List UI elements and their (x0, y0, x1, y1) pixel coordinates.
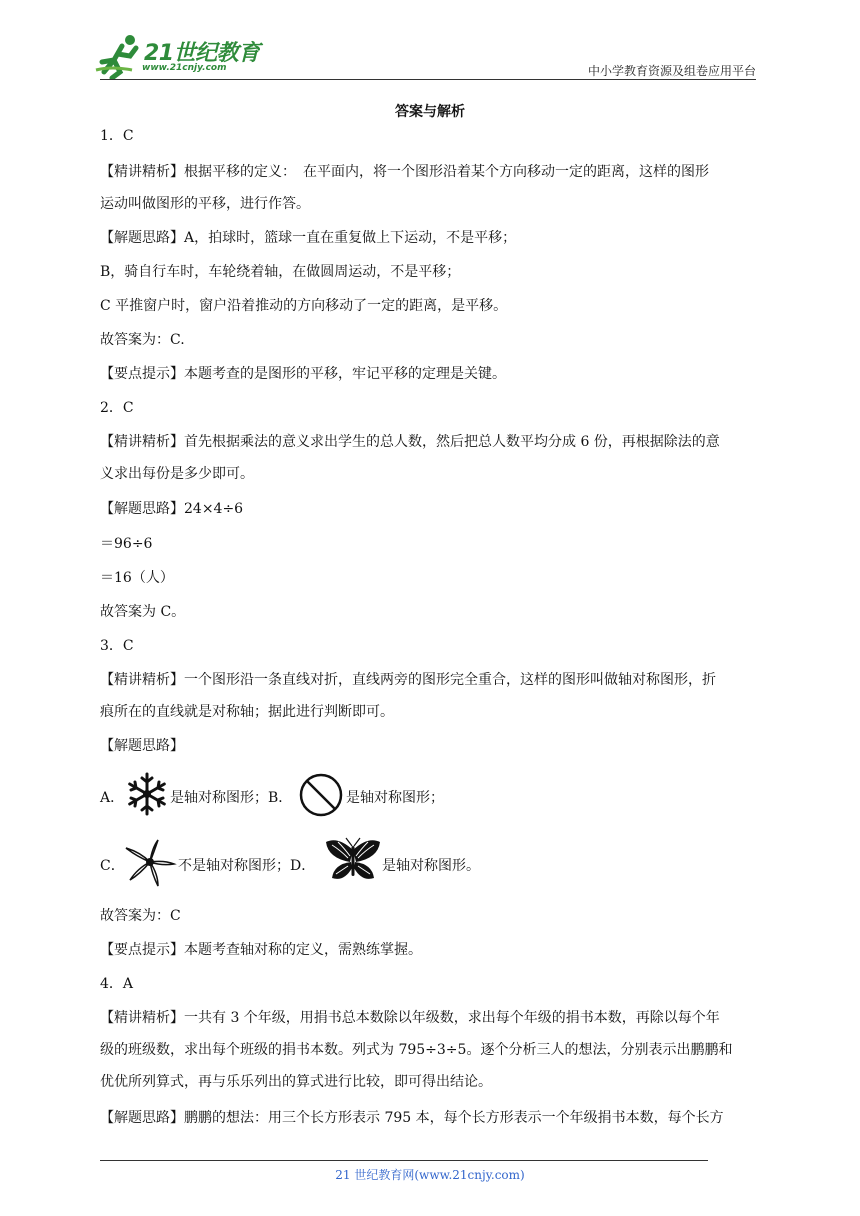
q3-analysis-line1: 【精讲精析】一个图形沿一条直线对折，直线两旁的图形完全重合，这样的图形叫做轴对称图形，折 (100, 672, 716, 688)
pinwheel-star-icon (122, 838, 178, 888)
q2-solution-step2: ＝96÷6 (100, 536, 153, 552)
q2-conclusion: 故答案为 C。 (100, 604, 186, 620)
q1-tip: 【要点提示】本题考查的是图形的平移，牢记平移的定理是关键。 (100, 366, 506, 382)
q2-solution-step1: 【解题思路】24×4÷6 (100, 501, 244, 517)
q4-answer: 4．A (100, 976, 134, 992)
q2-analysis-line1: 【精讲精析】首先根据乘法的意义求出学生的总人数，然后把总人数平均分成 6 份，再根据除法的意 (100, 434, 720, 450)
logo (92, 32, 262, 80)
q3-analysis-line2: 痕所在的直线就是对称轴；据此进行判断即可。 (100, 704, 394, 720)
header-platform-text: 中小学教育资源及组卷应用平台 (587, 64, 756, 78)
q3-tip: 【要点提示】本题考查轴对称的定义，需熟练掌握。 (100, 942, 422, 958)
header-divider (100, 79, 756, 80)
runner-logo-icon (92, 32, 148, 80)
q1-analysis-line1: 【精讲精析】根据平移的定义： 在平面内，将一个图形沿着某个方向移动一定的距离，这样的图形 (100, 164, 709, 180)
q1-solution-c: C 平推窗户时，窗户沿着推动的方向移动了一定的距离，是平移。 (100, 298, 508, 314)
logo-text: 21世纪教育 (144, 41, 260, 66)
q1-solution-a: 【解题思路】A，拍球时，篮球一直在重复做上下运动，不是平移； (100, 230, 517, 246)
option-b-text: 是轴对称图形； (346, 790, 444, 806)
page-header (0, 0, 860, 90)
q2-answer: 2．C (100, 400, 134, 416)
q4-analysis-line1: 【精讲精析】一共有 3 个年级，用捐书总本数除以年级数，求出每个年级的捐书本数，再除以每个年 (100, 1010, 720, 1026)
butterfly-icon (324, 836, 382, 888)
q4-analysis-line3: 优优所列算式，再与乐乐列出的算式进行比较，即可得出结论。 (100, 1074, 492, 1090)
q1-analysis-line2: 运动叫做图形的平移，进行作答。 (100, 196, 310, 212)
snowflake-icon (124, 771, 170, 817)
q2-solution-step3: ＝16（人） (100, 570, 174, 586)
logo-url: www.21cnjy.com (142, 63, 227, 73)
q4-solution-line1: 【解题思路】鹏鹏的想法：用三个长方形表示 795 本，每个长方形表示一个年级捐书本数，每个长方 (100, 1110, 724, 1126)
option-a-label: A． (100, 790, 125, 806)
q4-analysis-line2: 级的班级数，求出每个班级的捐书本数。列式为 795÷3÷5。逐个分析三人的想法，分别表示出鹏鹏和 (100, 1042, 733, 1058)
footer-divider (100, 1160, 708, 1161)
prohibited-circle-icon (298, 772, 344, 818)
q3-answer: 3．C (100, 638, 134, 654)
q3-solution-heading: 【解题思路】 (100, 738, 184, 754)
option-c-label: C． (100, 858, 125, 874)
option-a-text: 是轴对称图形；B． (170, 790, 293, 806)
q1-answer: 1．C (100, 128, 134, 144)
q3-conclusion: 故答案为：C (100, 908, 181, 924)
page-title: 答案与解析 (395, 104, 465, 120)
q1-solution-b: B，骑自行车时，车轮绕着轴，在做圆周运动，不是平移； (100, 264, 461, 280)
option-d-text: 是轴对称图形。 (382, 858, 480, 874)
q2-analysis-line2: 义求出每份是多少即可。 (100, 466, 254, 482)
footer-link[interactable]: 21 世纪教育网(www.21cnjy.com) (335, 1168, 525, 1182)
option-c-text: 不是轴对称图形；D． (178, 858, 316, 874)
q1-conclusion: 故答案为：C. (100, 332, 185, 348)
